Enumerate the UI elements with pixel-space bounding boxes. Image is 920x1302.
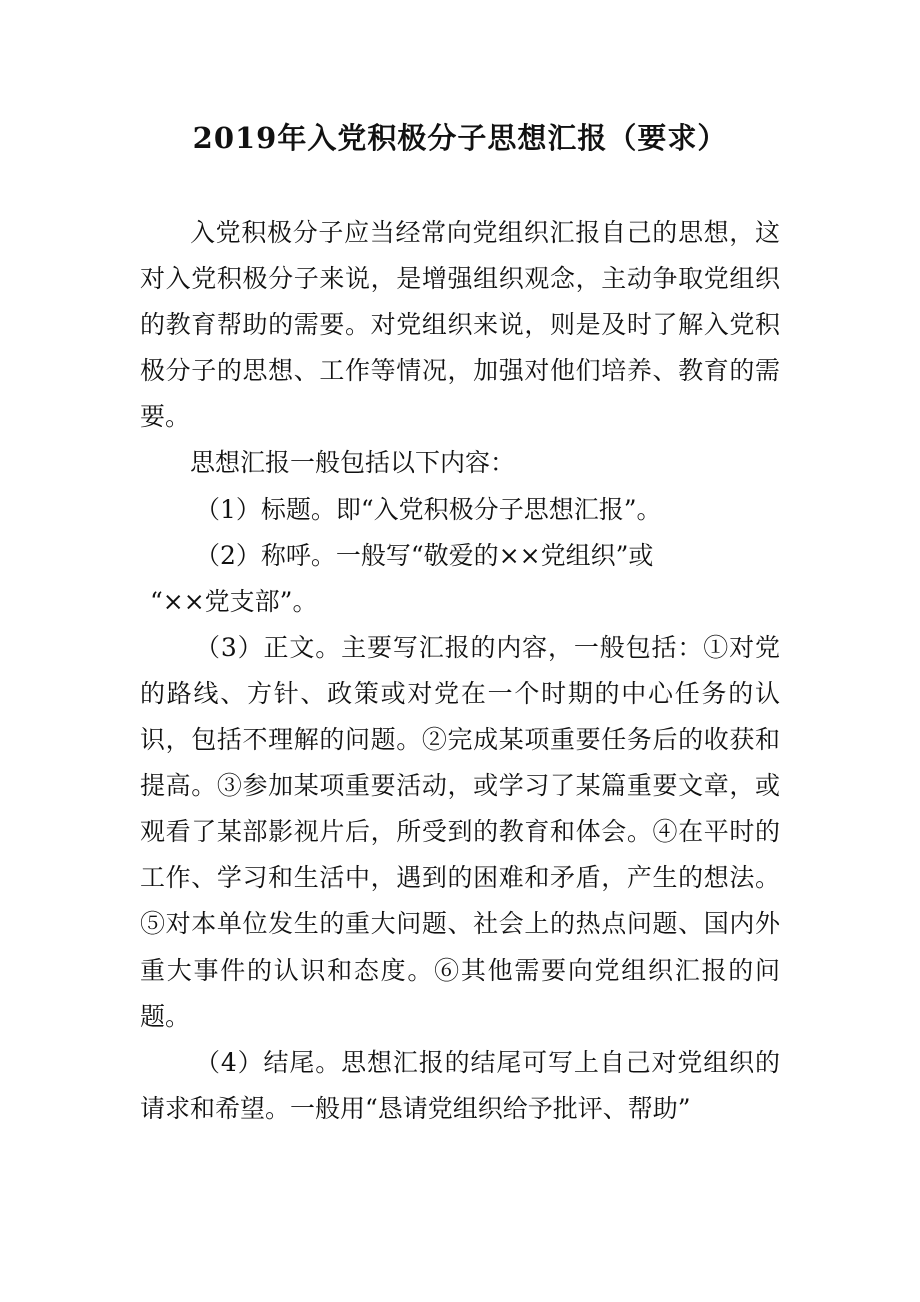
list-item-salutation-continuation: “××党支部”。 (150, 586, 318, 616)
document-title: 2019年入党积极分子思想汇报（要求） (192, 121, 728, 155)
paragraph-contents-intro: 思想汇报一般包括以下内容： (190, 448, 516, 478)
list-item-body: （3）正文。主要写汇报的内容，一般包括：①对党的路线、方针、政策或对党在一个时期的中心任务的认识，包括不理解的问题。②完成某项重要任务后的收获和提高。③参加某项重要活动，或学习了某篇重要文章，或观看了某部影视片后，所受到的教育和体会。④在平时的工作、学习和生活中，遇到的困难和矛盾，产生的想法。⑤对本单位发生的重大问题、社会上的热点问题、国内外重大事件的认识和态度。⑥其他需要向党组织汇报的问题。 (140, 632, 780, 1031)
list-item-salutation: （2）称呼。一般写“敬爱的××党组织”或 (195, 540, 654, 570)
document-body (140, 210, 780, 1132)
list-item-ending: （4）结尾。思想汇报的结尾可写上自己对党组织的请求和希望。一般用“恳请党组织给予批评、帮助” (140, 1047, 780, 1123)
list-item-title: （1）标题。即“入党积极分子思想汇报”。 (195, 494, 662, 524)
paragraph-intro: 入党积极分子应当经常向党组织汇报自己的思想，这对入党积极分子来说，是增强组织观念，主动争取党组织的教育帮助的需要。对党组织来说，则是及时了解入党积极分子的思想、工作等情况，加强对他们培养、教育的需要。 (140, 218, 780, 432)
